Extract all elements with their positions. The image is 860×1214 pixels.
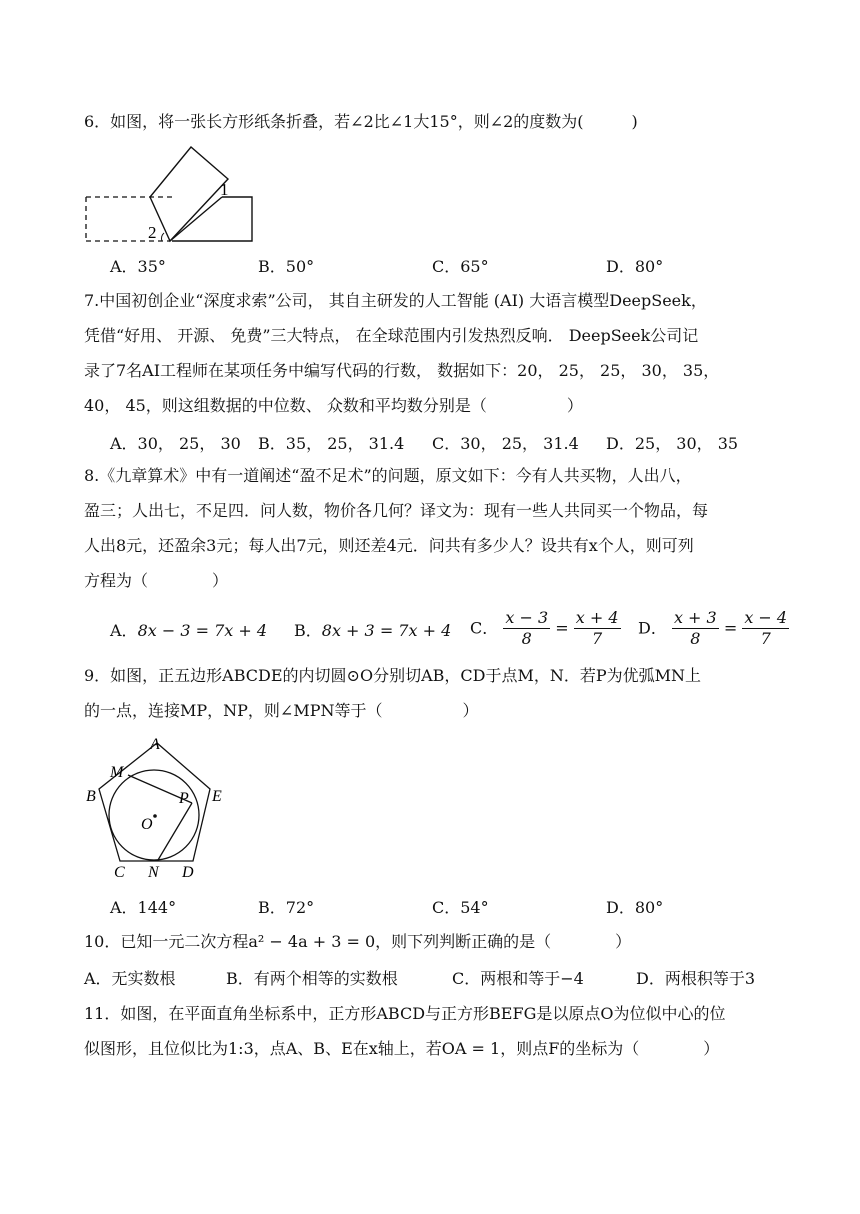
q7-option-c[interactable]: C．30， 25， 31.4 bbox=[432, 434, 579, 453]
q8-option-b-label: B． bbox=[294, 621, 322, 640]
q10-option-c[interactable]: C．两根和等于−4 bbox=[452, 969, 584, 988]
q8-option-c-denominator-left: 8 bbox=[521, 629, 532, 648]
q8-line-1: 8.《九章算术》中有一道阐述“盈不足术”的问题，原文如下：今有人共买物，人出八， bbox=[84, 466, 692, 485]
vertex-label-b: B bbox=[86, 788, 96, 805]
q8-option-b[interactable] bbox=[294, 620, 451, 642]
strip-dashed-part bbox=[86, 197, 172, 241]
q7-option-d[interactable]: D．25， 30， 35 bbox=[606, 434, 739, 453]
vertex-label-c: C bbox=[114, 864, 125, 881]
q8-option-d-fraction-right bbox=[742, 608, 789, 649]
q7-line-1: 7.中国初创企业“深度求索”公司， 其自主研发的人工智能 (AI) 大语言模型DeepSeek， bbox=[84, 291, 707, 310]
vertex-label-e: E bbox=[212, 788, 222, 805]
q11-line-2: 似图形，且位似比为1:3，点A、B、E在x轴上，若OA = 1，则点F的坐标为（ ） bbox=[84, 1039, 720, 1058]
q8-option-c-label: C． bbox=[470, 618, 499, 638]
vertex-label-d: D bbox=[182, 864, 194, 881]
point-label-n: N bbox=[148, 864, 159, 881]
angle-2-arc bbox=[161, 233, 164, 241]
q10-option-a[interactable]: A．无实数根 bbox=[84, 969, 176, 988]
q8-option-d-fraction-left bbox=[672, 608, 719, 649]
q7-option-b[interactable]: B．35， 25， 31.4 bbox=[258, 434, 405, 453]
q8-option-c-numerator-left: x − 3 bbox=[505, 608, 549, 627]
q8-option-d[interactable] bbox=[638, 608, 789, 649]
q8-option-d-label: D． bbox=[638, 618, 667, 638]
center-dot-o bbox=[153, 814, 157, 818]
q9-option-d[interactable]: D．80° bbox=[606, 898, 664, 917]
q10-option-b[interactable]: B．有两个相等的实数根 bbox=[226, 969, 398, 988]
q8-option-c-denominator-right: 7 bbox=[592, 629, 603, 648]
q8-option-d-numerator-right: x − 4 bbox=[744, 608, 788, 627]
q7-line-4: 40， 45，则这组数据的中位数、 众数和平均数分别是（ ） bbox=[84, 396, 583, 415]
q11-line-1: 11．如图，在平面直角坐标系中，正方形ABCD与正方形BEFG是以原点O为位似中心的位 bbox=[84, 1004, 726, 1023]
pentagon-abcde bbox=[99, 743, 210, 861]
vertex-label-a: A bbox=[150, 736, 160, 753]
q8-option-c-fraction-left bbox=[503, 608, 550, 649]
strip-solid-part bbox=[170, 197, 252, 241]
angle-label-1: 1 bbox=[220, 180, 229, 199]
q8-option-b-equation: 8x + 3 = 7x + 4 bbox=[321, 621, 452, 640]
segment-np bbox=[158, 803, 192, 860]
q7-line-2: 凭借“好用、 开源、 免费”三大特点， 在全球范围内引发热烈反响． DeepSeek公司记 bbox=[84, 326, 699, 345]
q8-option-a-label: A． bbox=[110, 621, 138, 640]
q9-option-a[interactable]: A．144° bbox=[110, 898, 177, 917]
q8-option-d-numerator-left: x + 3 bbox=[673, 608, 717, 627]
q8-line-2: 盈三；人出七，不足四．问人数，物价各几何？译文为：现有一些人共同买一个物品，每 bbox=[84, 501, 709, 520]
q8-option-c-numerator-right: x + 4 bbox=[575, 608, 619, 627]
q8-option-a-equation: 8x − 3 = 7x + 4 bbox=[137, 621, 268, 640]
q6-stem: 6．如图，将一张长方形纸条折叠，若∠2比∠1大15°，则∠2的度数为( ) bbox=[84, 112, 638, 131]
q9-line-1: 9．如图，正五边形ABCDE的内切圆⊙O分别切AB，CD于点M，N．若P为优弧MN上 bbox=[84, 666, 701, 685]
q8-option-d-denominator-right: 7 bbox=[760, 629, 771, 648]
q7-option-a[interactable]: A．30， 25， 30 bbox=[110, 434, 241, 453]
point-label-m: M bbox=[110, 764, 124, 781]
q9-option-b[interactable]: B．72° bbox=[258, 898, 315, 917]
q8-option-a[interactable] bbox=[110, 620, 267, 642]
folded-strip-figure bbox=[84, 145, 264, 245]
q8-line-3: 人出8元，还盈余3元；每人出7元，则还差4元．问共有多少人？设共有x个人，则可列 bbox=[84, 536, 694, 555]
q8-option-c-equals: = bbox=[555, 618, 569, 638]
q9-line-2: 的一点，连接MP，NP，则∠MPN等于（ ） bbox=[84, 701, 479, 720]
q6-option-a[interactable]: A．35° bbox=[110, 257, 166, 276]
angle-label-2: 2 bbox=[148, 223, 157, 242]
q8-option-c-fraction-right bbox=[574, 608, 621, 649]
q6-option-c[interactable]: C．65° bbox=[432, 257, 489, 276]
point-label-p: P bbox=[179, 790, 189, 807]
q6-option-d[interactable]: D．80° bbox=[606, 257, 664, 276]
folded-flap bbox=[150, 147, 228, 241]
q8-option-d-equals: = bbox=[723, 618, 738, 638]
q8-line-4: 方程为（ ） bbox=[84, 571, 229, 590]
q9-option-c[interactable]: C．54° bbox=[432, 898, 489, 917]
pentagon-incircle-figure bbox=[82, 733, 232, 883]
q7-line-3: 录了7名AI工程师在某项任务中编写代码的行数， 数据如下：20， 25， 25， 30， 35， bbox=[84, 361, 720, 380]
q6-option-b[interactable]: B．50° bbox=[258, 257, 315, 276]
q10-option-d[interactable]: D．两根积等于3 bbox=[636, 969, 756, 988]
q10-stem: 10．已知一元二次方程a² − 4a + 3 = 0，则下列判断正确的是（ ） bbox=[84, 932, 632, 951]
q8-option-c[interactable] bbox=[470, 608, 621, 649]
center-label-o: O bbox=[141, 816, 153, 833]
q8-option-d-denominator-left: 8 bbox=[690, 629, 701, 648]
